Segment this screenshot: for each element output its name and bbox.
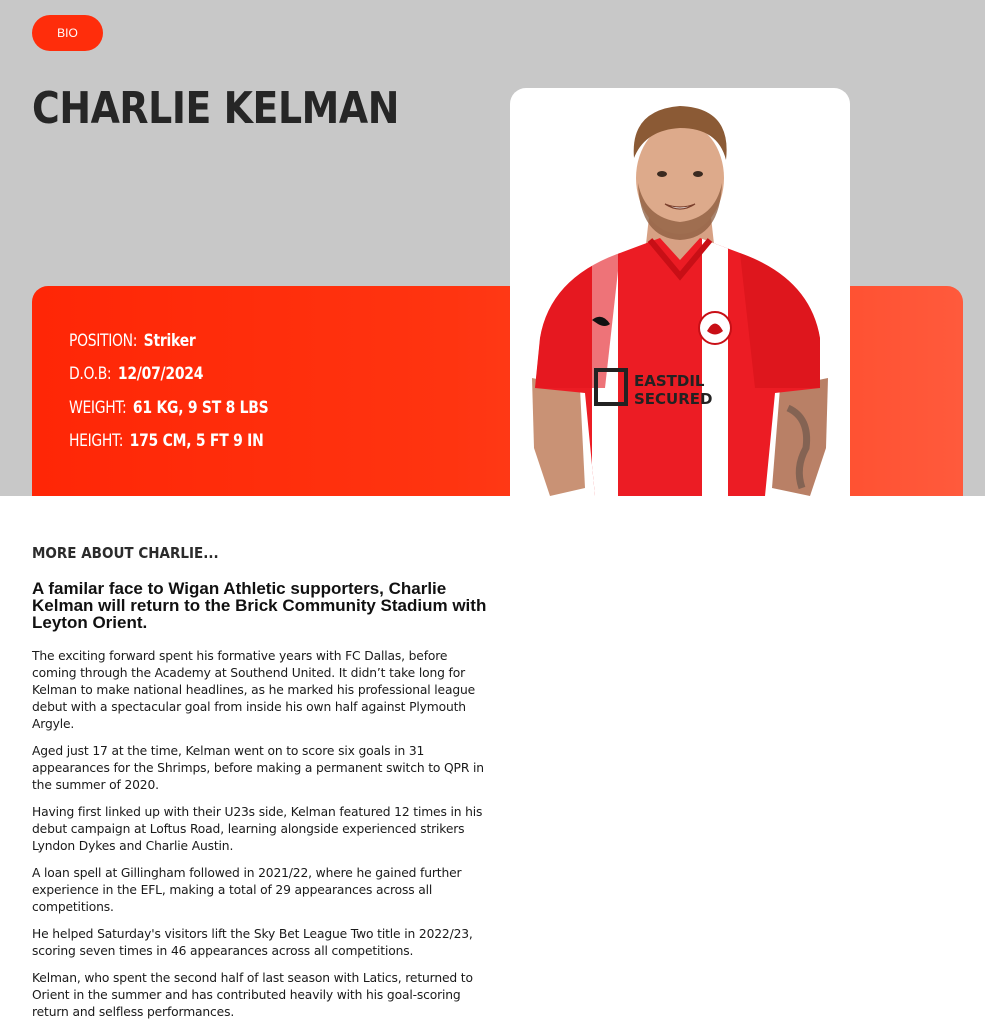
stat-weight [69,391,268,425]
stat-height [69,425,268,459]
stat-value: Striker [143,330,196,351]
bio-paragraph: He helped Saturday's visitors lift the Sky Bet League Two title in 2022/23, scoring seven times in 46 appearances across all competitions. [32,927,473,958]
bio-tab-button[interactable]: BIO [32,15,103,51]
right-eye [693,171,703,177]
bio-paragraph: A loan spell at Gillingham followed in 2021/22, where he gained further experience in the EFL, making a total of 29 appearances across all competitions. [32,866,462,914]
stat-label: WEIGHT: [69,397,127,418]
stat-label: POSITION: [69,330,138,351]
left-arm [532,378,585,496]
intro-heading: A familar face to Wigan Athletic supporters, Charlie Kelman will return to the Brick Community Stadium with Leyton Orient. [32,579,487,632]
stat-value: 175 CM, 5 FT 9 IN [129,431,264,452]
left-eye [657,171,667,177]
stat-label: D.O.B: [69,364,112,385]
player-portrait-illustration [510,88,850,496]
sponsor-text-line1: EASTDIL [634,372,705,390]
bio-paragraph: Having first linked up with their U23s side, Kelman featured 12 times in his debut campaign at Loftus Road, learning alongside experienced strikers Lyndon Dykes and Charlie Austin. [32,805,483,853]
stat-position [69,324,268,358]
bio-paragraph: The exciting forward spent his formative years with FC Dallas, before coming through the Academy at Southend United. It didn’t take long for Kelman to make national headlines, as he marked his professional league debut with a spectacular goal from inside his own half against Plymouth Argyle. [32,649,476,731]
section-title: MORE ABOUT CHARLIE... [32,544,219,562]
player-photo [510,88,850,496]
bio-paragraph: Aged just 17 at the time, Kelman went on to score six goals in 31 appearances for the Shrimps, before making a permanent switch to QPR in the summer of 2020. [32,744,484,792]
more-about-section [32,540,492,1021]
stat-value: 12/07/2024 [117,364,204,385]
hero-section [0,0,985,496]
stat-label: HEIGHT: [69,431,124,452]
stat-dob [69,358,268,392]
stats-list [69,324,312,458]
sponsor-text-line2: SECURED [634,390,713,408]
stat-value: 61 KG, 9 ST 8 LBS [132,397,269,418]
player-name-heading: CHARLIE KELMAN [32,83,399,134]
bio-paragraph: Kelman, who spent the second half of last season with Latics, returned to Orient in the summer and has contributed heavily with his goal-scoring return and selfless performances. [32,971,473,1019]
